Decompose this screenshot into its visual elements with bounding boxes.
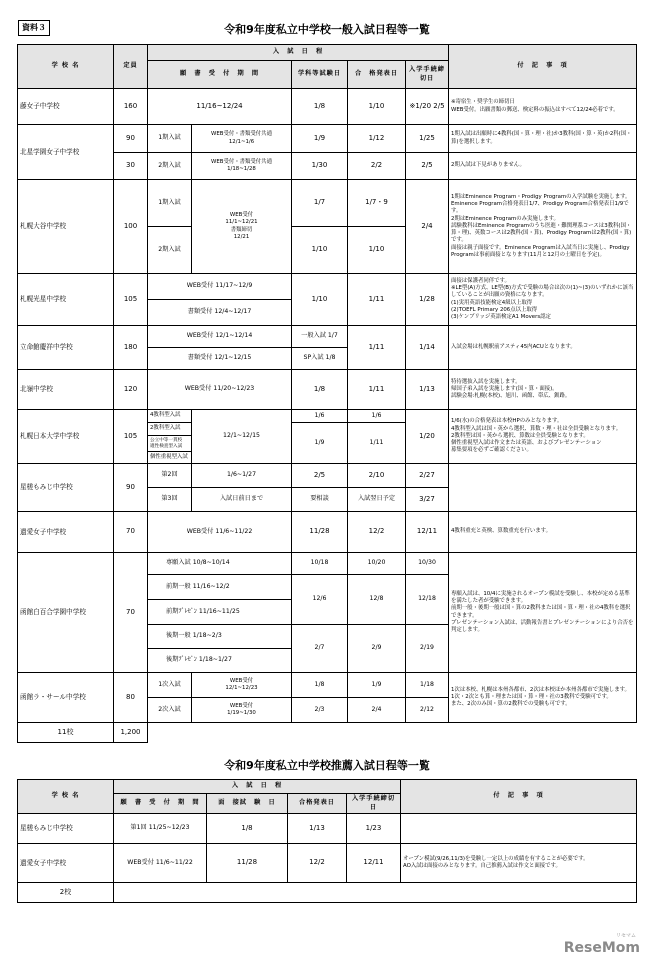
exam-date: 1/7: [292, 180, 348, 227]
application-period: 12/1~12/15: [192, 410, 292, 464]
exam-date: 2/5: [292, 464, 348, 488]
notes: 特待選抜入試を実施します。 帰国子弟入試を実施します(国・算・面接)。 試験会場:札幌(本校)、旭川、函館、帯広、釧路。: [449, 370, 637, 410]
round-label: 2期入試: [148, 153, 192, 180]
pass-date: 入試翌日予定: [348, 488, 406, 512]
application-period: 後期ﾌﾟﾚｾﾞﾝ 1/18~1/27: [148, 649, 292, 673]
exam-date: 2/3: [292, 698, 348, 723]
round-label: 2期入試: [148, 227, 192, 274]
pass-date: 1/11: [348, 370, 406, 410]
notes: 面接は保護者同伴です。 ※LE型(A)方式、LE型(B)方式で受験の場合は次の(1)~(3)のいずれかに該当していることが出願の資格になります。 (1)実用英語技能検定4級以上取得 (2)TOEFL Primary 206点以上取得 (3)ケンブリッジ英語検定A1 Movers認定: [449, 274, 637, 326]
school-name: 藤女子中学校: [18, 89, 114, 125]
capacity: 90: [114, 125, 148, 153]
capacity: 120: [114, 370, 148, 410]
procedure-deadline: 1/28: [406, 274, 449, 326]
capacity: 80: [114, 673, 148, 723]
procedure-deadline: 1/20: [406, 410, 449, 464]
application-period: WEB受付 11/6~11/22: [148, 512, 292, 553]
general-exam-title: 令和9年度私立中学校一般入試日程等一覧: [224, 23, 430, 36]
application-period: 後期一般 1/18~2/3: [148, 625, 292, 649]
notes: 1期はEminence Program・Prodigy Programの入学試験を実施します。Eminence Program合格発表日1/7、Prodigy Program合格発表日1/9です。 2期はEminence Programのみ実施します。 試験教科はEminence Programのうち医進・難関理系コースは3教科(国・算・理)、英数コースは2教科(国・算)、Prodigy Programは2教科(国・算)です。 面接は親子面接です。Eminence Programは入試当日に実施し、Prodigy Programは事前面接となります(11月と12月の土曜日を予定)。: [449, 180, 637, 274]
application-period: WEB受付 11/20~12/23: [148, 370, 292, 410]
table-row: [18, 464, 637, 488]
application-period: 専願入試 10/8~10/14: [148, 553, 292, 575]
procedure-deadline: 2/5: [406, 153, 449, 180]
exam-date: 2/7: [292, 625, 348, 673]
notes: 1次は本校、札幌は本州各都市、2次は本校ほか本州各都市で実施します。 1次・2次とも算・理または国・算・理・社の3教科で受験可です。 また、2次のみ国・算の2教科での受験も可です。: [449, 673, 637, 723]
notes: [401, 814, 637, 844]
header-pass-date: 合 格発表日: [348, 61, 406, 89]
procedure-deadline: 1/23: [347, 814, 401, 844]
header-exam-date: 学科等試験日: [292, 61, 348, 89]
table-row: [18, 125, 637, 153]
capacity: 105: [114, 274, 148, 326]
procedure-deadline: 12/11: [347, 844, 401, 883]
exam-date: 一般入試 1/7: [292, 326, 348, 348]
pass-date: 10/20: [348, 553, 406, 575]
exam-date: 1/8: [292, 370, 348, 410]
pass-date: 1/11: [348, 274, 406, 326]
pass-date: 1/6: [348, 410, 406, 423]
round-label: 2次入試: [148, 698, 192, 723]
notes: 2期入試は下見がありません。: [449, 153, 637, 180]
notes: 入試会場は札幌駅前アスティ45内ACUとなります。: [449, 326, 637, 370]
procedure-deadline: 2/4: [406, 180, 449, 274]
school-name: 函館白百合学園中学校: [18, 553, 114, 673]
school-name: 遺愛女子中学校: [18, 844, 114, 883]
table-row: [18, 814, 637, 844]
procedure-deadline: ※1/20 2/5: [406, 89, 449, 125]
notes: ※寄宿生・奨学生の締切日 WEB受付。出願書類の郵送、検定料の振込はすべて12/24必着です。: [449, 89, 637, 125]
document-tag: 資料３: [18, 20, 50, 36]
procedure-deadline: 2/27: [406, 464, 449, 488]
school-name: 札幌光星中学校: [18, 274, 114, 326]
total-capacity: 1,200: [114, 723, 148, 743]
exam-date: 1/30: [292, 153, 348, 180]
capacity: 70: [114, 553, 148, 673]
exam-date: 1/10: [292, 274, 348, 326]
header-notes: 付 記 事 項: [449, 45, 637, 89]
round-label: 1次入試: [148, 673, 192, 698]
table-row: [18, 274, 637, 300]
notes: 1期入試は出願時に4教科(国・算・理・社)か3教科(国・算・英)か2科(国・算)を選択します。: [449, 125, 637, 153]
table-row: [18, 326, 637, 348]
table-row: [18, 512, 637, 553]
school-name: 星槎もみじ中学校: [18, 464, 114, 512]
pass-date: 1/11: [348, 326, 406, 370]
capacity: 30: [114, 153, 148, 180]
exam-type: 4教科型入試: [148, 410, 192, 423]
pass-date: 12/8: [348, 575, 406, 625]
pass-date: 2/10: [348, 464, 406, 488]
pass-date: 12/2: [288, 844, 347, 883]
school-name: 星槎もみじ中学校: [18, 814, 114, 844]
resemom-logo: ReseMom: [563, 940, 640, 956]
exam-date: 12/6: [292, 575, 348, 625]
header-capacity: 定員: [114, 45, 148, 89]
application-period: 前期一般 11/16~12/2: [148, 575, 292, 600]
capacity: 160: [114, 89, 148, 125]
header-application-period: 願 書 受 付 期 間: [148, 61, 292, 89]
total-schools: 2校: [18, 883, 114, 903]
table-row: [18, 553, 637, 575]
exam-date: 1/6: [292, 410, 348, 423]
application-period: WEB受付 12/1~12/23: [192, 673, 292, 698]
school-name: 北星学園女子中学校: [18, 125, 114, 180]
header-school: 学 校 名: [18, 780, 114, 814]
total-row: [18, 723, 637, 743]
notes: 専願入試は、10/4に実施されるオープン模試を受験し、本校が定める基準を満たした者が受験できます。 前期一般・後期一般は国・算の2教科または国・算・理・社の4教科を選択できます。 プレゼンテーション入試は、活動報告書とプレゼンテーションにより合否を判定します。: [449, 553, 637, 673]
exam-type: 個性重視型入試: [148, 452, 192, 464]
exam-type: 公立中等一貫校 適性検査型入試: [148, 436, 192, 452]
table-row: [18, 673, 637, 698]
exam-date: 1/8: [292, 89, 348, 125]
pass-date: 1/13: [288, 814, 347, 844]
procedure-deadline: 1/25: [406, 125, 449, 153]
exam-date: 要相談: [292, 488, 348, 512]
school-name: 立命館慶祥中学校: [18, 326, 114, 370]
school-name: 遺愛女子中学校: [18, 512, 114, 553]
logo-subtext: リセマム: [616, 933, 636, 939]
application-period: WEB受付・書類受付共通 12/1~1/6: [192, 125, 292, 153]
application-period: 第1回 11/25~12/23: [114, 814, 207, 844]
application-period: WEB受付・書類受付共通 1/18~1/28: [192, 153, 292, 180]
school-name: 函館ラ・サール中学校: [18, 673, 114, 723]
round-label: 第3回: [148, 488, 192, 512]
interview-date: 1/8: [207, 814, 288, 844]
exam-date: 1/9: [292, 125, 348, 153]
capacity: 90: [114, 464, 148, 512]
pass-date: 1/10: [348, 227, 406, 274]
application-period: 前期ﾌﾟﾚｾﾞﾝ 11/16~11/25: [148, 600, 292, 625]
table-row: [18, 370, 637, 410]
application-period: 入試日前日まで: [192, 488, 292, 512]
exam-date: 1/8: [292, 673, 348, 698]
header-notes: 付 記 事 項: [401, 780, 637, 814]
capacity: 105: [114, 410, 148, 464]
notes: オープン模試(9/26,11/3)を受験し一定以上の成績を有することが必要です。 AO入試は面接のみとなります。自己推薦入試は作文と面接です。: [401, 844, 637, 883]
application-period: WEB受付 12/1~12/14: [148, 326, 292, 348]
round-label: 1期入試: [148, 180, 192, 227]
exam-date: SP入試 1/8: [292, 348, 348, 370]
application-period: WEB受付 11/6~11/22: [114, 844, 207, 883]
header-procedure-deadline: 入学手続締切日: [347, 794, 401, 814]
procedure-deadline: 1/13: [406, 370, 449, 410]
header-procedure-deadline: 入学手続締切日: [406, 61, 449, 89]
application-period: WEB受付 1/19~1/30: [192, 698, 292, 723]
recommendation-exam-title: 令和9年度私立中学校推薦入試日程等一覧: [224, 759, 430, 772]
exam-date: 11/28: [292, 512, 348, 553]
notes: 4教科重充と英検、算数重充を行います。: [449, 512, 637, 553]
pass-date: 1/12: [348, 125, 406, 153]
pass-date: 12/2: [348, 512, 406, 553]
pass-date: 2/2: [348, 153, 406, 180]
capacity: 70: [114, 512, 148, 553]
procedure-deadline: 12/11: [406, 512, 449, 553]
capacity: 180: [114, 326, 148, 370]
procedure-deadline: 1/18: [406, 673, 449, 698]
procedure-deadline: 10/30: [406, 553, 449, 575]
recommendation-exam-table: [17, 779, 637, 903]
exam-type: 2教科型入試: [148, 423, 192, 436]
procedure-deadline: 1/14: [406, 326, 449, 370]
pass-date: 2/9: [348, 625, 406, 673]
application-period: 書類受付 12/1~12/15: [148, 348, 292, 370]
table-row: [18, 844, 637, 883]
application-period: 書類受付 12/4~12/17: [148, 300, 292, 326]
application-period: 11/16~12/24: [148, 89, 292, 125]
school-name: 北嶺中学校: [18, 370, 114, 410]
procedure-deadline: 2/12: [406, 698, 449, 723]
application-period: WEB受付 11/17~12/9: [148, 274, 292, 300]
header-interview-date: 面 接試 験 日: [207, 794, 288, 814]
total-schools: 11校: [18, 723, 114, 743]
table-row: [18, 180, 637, 227]
procedure-deadline: 3/27: [406, 488, 449, 512]
header-application-period: 願 書 受 付 期 間: [114, 794, 207, 814]
procedure-deadline: 12/18: [406, 575, 449, 625]
notes: [449, 464, 637, 512]
pass-date: 1/9: [348, 673, 406, 698]
header-schedule: 入 試 日 程: [114, 780, 401, 794]
round-label: 1期入試: [148, 125, 192, 153]
pass-date: 1/10: [348, 89, 406, 125]
application-period: 1/6~1/27: [192, 464, 292, 488]
school-name: 札幌日本大学中学校: [18, 410, 114, 464]
exam-date: 1/9: [292, 423, 348, 464]
table-row: [18, 410, 637, 423]
header-pass-date: 合格発表日: [288, 794, 347, 814]
table-row: [18, 89, 637, 125]
pass-date: 1/7・9: [348, 180, 406, 227]
pass-date: 2/4: [348, 698, 406, 723]
general-exam-table: [17, 44, 637, 743]
procedure-deadline: 2/19: [406, 625, 449, 673]
exam-date: 1/10: [292, 227, 348, 274]
notes: 1/6(水)の合格発表は本校HPのみとなります。 4教科型入試は国・英から選択、算数・理・社は全員受験となります。 2教科型は国・英から選択、算数は全員受験となります。 個性重視型入試は作文または英語、およびプレゼンテーション 募集要項を必ずご確認ください。: [449, 410, 637, 464]
header-school: 学 校 名: [18, 45, 114, 89]
interview-date: 11/28: [207, 844, 288, 883]
application-period: WEB受付 11/1~12/21 書類締切 12/21: [192, 180, 292, 274]
school-name: 札幌大谷中学校: [18, 180, 114, 274]
pass-date: 1/11: [348, 423, 406, 464]
total-row: [18, 883, 637, 903]
round-label: 第2回: [148, 464, 192, 488]
header-schedule: 入 試 日 程: [148, 45, 449, 61]
exam-date: 10/18: [292, 553, 348, 575]
capacity: 100: [114, 180, 148, 274]
